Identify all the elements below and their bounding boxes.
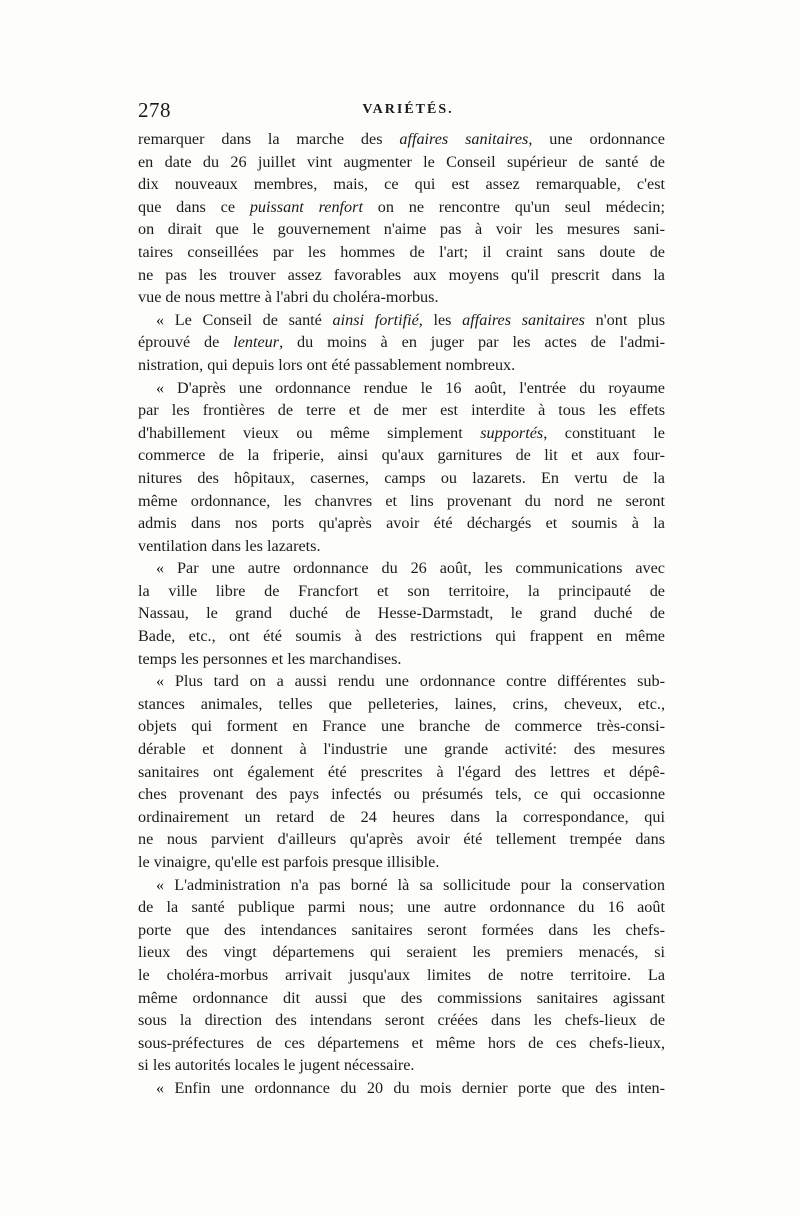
running-head: VARIÉTÉS. (362, 102, 454, 117)
text-line: nistration, qui depuis lors ont été passablement nombreux. (138, 355, 516, 374)
text-line: « Le Conseil de santé ainsi fortifié, les affaires sanitaires n'ont plus (156, 310, 665, 329)
text-line: même ordonnance dit aussi que des commissions sanitaires agissant (138, 988, 665, 1007)
text-line: éprouvé de lenteur, du moins à en juger par les actes de l'admi- (138, 333, 665, 352)
text-line: Nassau, le grand duché de Hesse-Darmstadt, le grand duché de (138, 604, 665, 623)
text-line: porte que des intendances sanitaires seront formées dans les chefs- (138, 920, 665, 939)
text-line: objets qui forment en France une branche de commerce très-consi- (138, 717, 665, 736)
text-line: commerce de la friperie, ainsi qu'aux garnitures de lit et aux four- (138, 446, 665, 465)
text-line: vue de nous mettre à l'abri du choléra-morbus. (138, 288, 439, 307)
text-line: on dirait que le gouvernement n'aime pas à voir les mesures sani- (138, 220, 665, 239)
text-line: stances animales, telles que pelleteries, laines, crins, cheveux, etc., (138, 694, 665, 713)
page-number: 278 (138, 98, 171, 122)
text-line: que dans ce puissant renfort on ne rencontre qu'un seul médecin; (138, 197, 666, 216)
text-line: ches provenant des pays infectés ou présumés tels, ce qui occasionne (138, 785, 665, 804)
text-line: « L'administration n'a pas borné là sa sollicitude pour la conservation (156, 875, 665, 894)
text-line: « Par une autre ordonnance du 26 août, les communications avec (156, 559, 665, 578)
text-line: si les autorités locales le jugent nécessaire. (138, 1056, 415, 1075)
body-text (138, 128, 665, 1100)
text-line: ventilation dans les lazarets. (138, 536, 321, 555)
text-line: admis dans nos ports qu'après avoir été déchargés et soumis à la (138, 514, 665, 533)
text-line: lieux des vingt départemens qui seraient les premiers menacés, si (138, 943, 665, 962)
text-line: en date du 26 juillet vint augmenter le Conseil supérieur de santé de (138, 152, 665, 171)
text-line: la ville libre de Francfort et son territoire, la principauté de (138, 581, 665, 600)
text-line: dix nouveaux membres, mais, ce qui est assez remarquable, c'est (138, 175, 665, 194)
text-line: de la santé publique parmi nous; une autre ordonnance du 16 août (138, 898, 665, 917)
text-line: taires conseillées par les hommes de l'art; il craint sans doute de (138, 242, 665, 261)
text-line: ne pas les trouver assez favorables aux moyens qu'il prescrit dans la (138, 265, 665, 284)
text-line: Bade, etc., ont été soumis à des restrictions qui frappent en même (138, 627, 665, 646)
text-line: sanitaires ont également été prescrites à l'égard des lettres et dépê- (138, 762, 665, 781)
text-line: par les frontières de terre et de mer est interdite à tous les effets (138, 401, 665, 420)
text-line: sous-préfectures de ces départemens et même hors de ces chefs-lieux, (138, 1033, 665, 1052)
text-line: « Enfin une ordonnance du 20 du mois dernier porte que des inten- (156, 1078, 665, 1097)
text-line: sous la direction des intendans seront créées dans les chefs-lieux de (138, 1011, 665, 1030)
text-line: nitures des hôpitaux, casernes, camps ou lazarets. En vertu de la (138, 468, 665, 487)
page-header (138, 96, 668, 126)
text-line: « D'après une ordonnance rendue le 16 août, l'entrée du royaume (156, 378, 665, 397)
text-line: le vinaigre, qu'elle est parfois presque illisible. (138, 853, 440, 871)
text-line: d'habillement vieux ou même simplement supportés, constituant le (138, 423, 665, 442)
text-line: dérable et donnent à l'industrie une grande activité: des mesures (138, 740, 665, 759)
text-line: ne nous parvient d'ailleurs qu'après avoir été tellement trempée dans (138, 830, 665, 849)
text-line: ordinairement un retard de 24 heures dans la correspondance, qui (138, 807, 665, 826)
text-line: temps les personnes et les marchandises. (138, 649, 402, 668)
text-line: même ordonnance, les chanvres et lins provenant du nord ne seront (138, 491, 665, 510)
text-line: remarquer dans la marche des affaires sanitaires, une ordonnance (138, 130, 665, 148)
text-line: « Plus tard on a aussi rendu une ordonnance contre différentes sub- (156, 672, 665, 691)
text-line: le choléra-morbus arrivait jusqu'aux limites de notre territoire. La (138, 965, 665, 984)
